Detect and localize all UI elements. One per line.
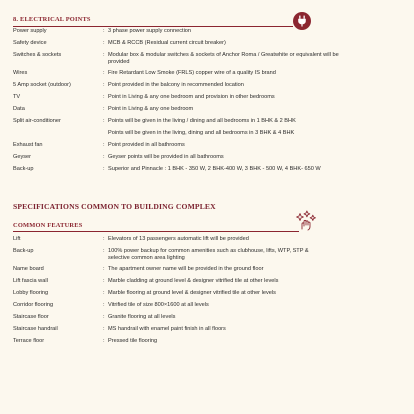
spec-value: Marble cladding at ground level & designer vitrified tile at other levels — [108, 278, 279, 284]
spec-value: The apartment owner name will be provided in the ground floor — [108, 266, 264, 272]
spec-label: Switches & sockets — [13, 52, 62, 58]
colon: : — [103, 106, 105, 112]
spec-label: 5 Amp socket (outdoor) — [13, 82, 71, 88]
spec-value: Points will be given in the living / dining and all bedrooms in 1 BHK & 2 BHK — [108, 118, 296, 124]
spec-value-wrap — [103, 326, 353, 333]
spec-label: Lift — [13, 236, 21, 242]
colon: : — [103, 338, 105, 344]
spec-value-wrap — [103, 106, 353, 113]
colon: : — [103, 278, 105, 284]
spec-value-wrap — [103, 118, 353, 125]
spec-value-wrap — [103, 82, 353, 89]
spec-label: Wires — [13, 70, 28, 76]
spec-label: Power supply — [13, 28, 47, 34]
spec-label: Staircase handrail — [13, 326, 58, 332]
spec-value: Modular box & modular switches & sockets of Anchor Roma / Greatwhite or equivalent will be provided — [108, 52, 339, 65]
colon: : — [103, 236, 105, 242]
colon: : — [103, 154, 105, 160]
spec-label: Exhaust fan — [13, 142, 43, 148]
colon: : — [103, 52, 105, 58]
common-features-title: COMMON FEATURES — [13, 222, 83, 229]
colon: : — [103, 326, 105, 332]
spec-label: Corridor flooring — [13, 302, 54, 308]
colon: : — [103, 94, 105, 100]
spec-label: Staircase floor — [13, 314, 49, 320]
colon: : — [103, 118, 105, 124]
spec-value: Point provided in all bathrooms — [108, 142, 185, 148]
spec-label: Back-up — [13, 166, 34, 172]
colon: : — [103, 266, 105, 272]
spec-value-wrap — [103, 314, 353, 321]
colon: : — [103, 28, 105, 34]
spec-value-wrap — [103, 154, 353, 161]
colon: : — [103, 40, 105, 46]
spec-value-wrap — [103, 28, 353, 35]
spec-value: Elevators of 13 passengers automatic lift will be provided — [108, 236, 249, 242]
spec-value: Point in Living & any one bedroom and provision in other bedrooms — [108, 94, 275, 100]
spec-label: Safety device — [13, 40, 47, 46]
colon: : — [103, 290, 105, 296]
colon: : — [103, 248, 105, 254]
spec-value-wrap — [103, 142, 353, 149]
spec-value: Point provided in the balcony in recommended location — [108, 82, 244, 88]
spec-value: Pressed tile flooring — [108, 338, 158, 344]
spec-value: Granite flooring at all levels — [108, 314, 176, 320]
electrical-points-title: 8. ELECTRICAL POINTS — [13, 16, 91, 23]
spec-value: 100% power backup for common amenities such as clubhouse, lifts, WTP, STP & selective common area lighting — [108, 248, 309, 261]
spec-value-wrap — [103, 302, 353, 309]
spec-label: Terrace floor — [13, 338, 45, 344]
colon: : — [103, 70, 105, 76]
spec-label: Lift fascia wall — [13, 278, 48, 284]
spec-value: 3 phase power supply connection — [108, 28, 192, 34]
spec-value: Fire Retardant Low Smoke (FRLS) copper wire of a quality IS brand — [108, 70, 276, 76]
electrical-title-rule — [13, 26, 293, 27]
sparkle-hand-icon — [295, 209, 317, 231]
spec-value-wrap — [103, 40, 353, 47]
spec-value-wrap — [103, 130, 353, 137]
colon: : — [103, 314, 105, 320]
spec-value-wrap — [103, 94, 353, 101]
colon: : — [103, 142, 105, 148]
spec-label: Split air-conditioner — [13, 118, 61, 124]
spec-value: MS handrail with enamel paint finish in all floors — [108, 326, 226, 332]
spec-value-wrap — [103, 266, 353, 273]
spec-value-wrap — [103, 248, 353, 262]
spec-value: Superior and Pinnacle : 1 BHK - 350 W, 2 BHK-400 W, 3 BHK - 500 W, 4 BHK- 650 W — [108, 166, 321, 172]
spec-value-wrap — [103, 52, 353, 66]
spec-label: Back-up — [13, 248, 34, 254]
spec-label: TV — [13, 94, 21, 100]
spec-label: Data — [13, 106, 25, 112]
spec-value: Points will be given in the living, dining and all bedrooms in 3 BHK & 4 BHK — [108, 130, 295, 136]
spec-label: Geyser — [13, 154, 32, 160]
spec-value-wrap — [103, 236, 353, 243]
spec-value-wrap — [103, 278, 353, 285]
spec-value: MCB & RCCB (Residual current circuit breaker) — [108, 40, 226, 46]
spec-label: Name board — [13, 266, 44, 272]
spec-label: Lobby flooring — [13, 290, 49, 296]
common-features-rule — [13, 231, 299, 232]
colon: : — [103, 166, 105, 172]
spec-value-wrap — [103, 70, 353, 77]
spec-value: Point in Living & any one bedroom — [108, 106, 194, 112]
spec-value: Geyser points will be provided in all bathrooms — [108, 154, 224, 160]
spec-value-wrap — [103, 290, 353, 297]
spec-value: Marble flooring at ground level & designer vitrified tile at other levels — [108, 290, 276, 296]
common-specifications-heading: SPECIFICATIONS COMMON TO BUILDING COMPLEX — [13, 202, 216, 211]
spec-value: Vitrified tile of size 800×1600 at all levels — [108, 302, 209, 308]
colon: : — [103, 82, 105, 88]
colon: : — [103, 302, 105, 308]
spec-value-wrap — [103, 166, 363, 173]
spec-value-wrap — [103, 338, 353, 345]
